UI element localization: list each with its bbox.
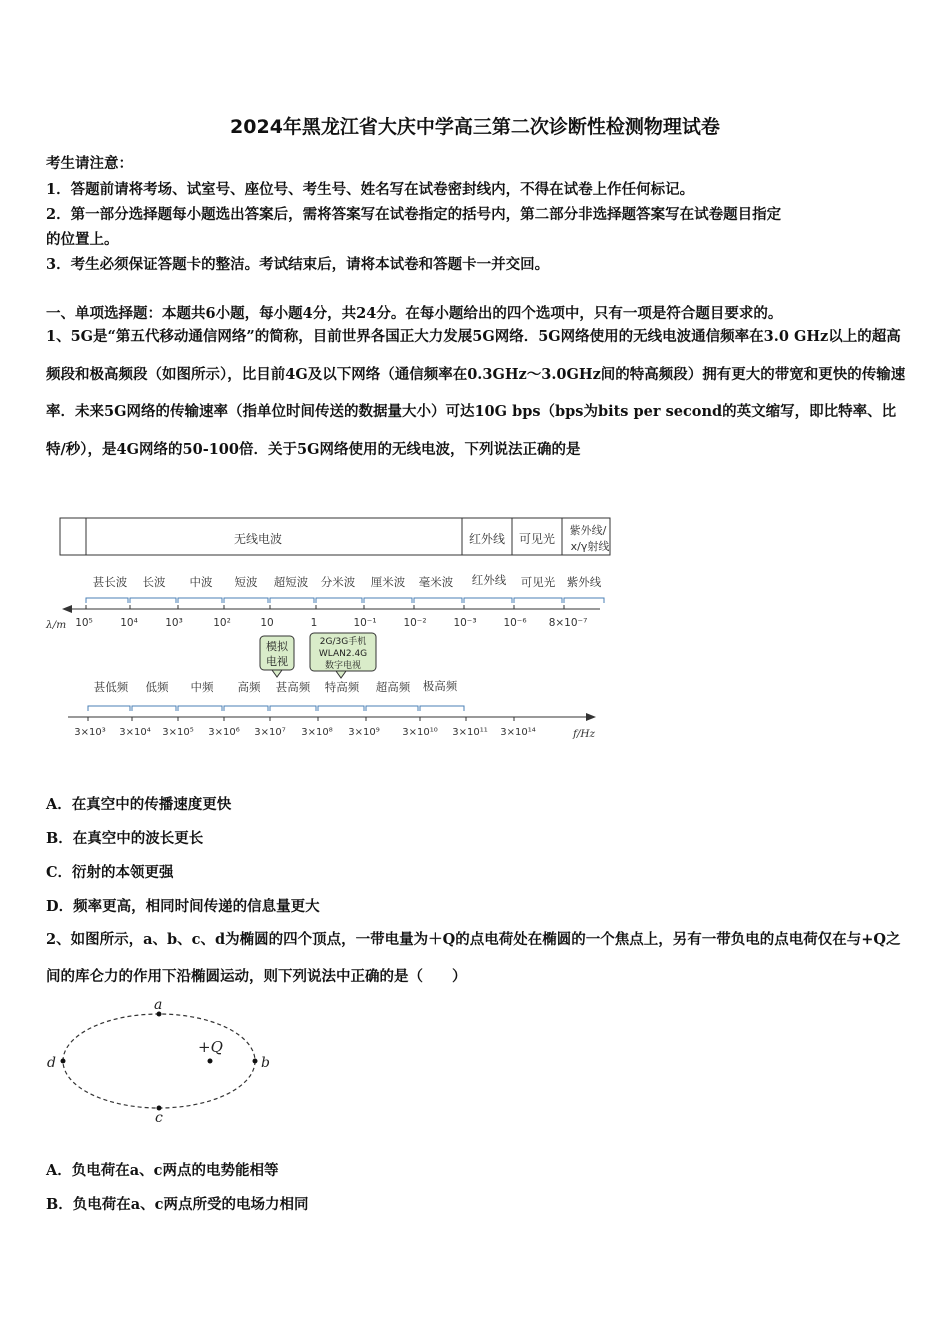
lambda-tick: 8×10⁻⁷ [548,617,588,629]
band-label: 红外线 [468,532,506,546]
freq-name: 低频 [145,680,169,694]
freq-tick: 3×10⁸ [301,727,333,738]
freq-axis-label: f/Hz [572,728,596,740]
freq-tick: 3×10¹⁰ [402,727,438,738]
notice-item: 3．考生必须保证答题卡的整洁。考试结束后，请将本试卷和答题卡一并交回。 [46,256,550,273]
freq-name: 超高频 [375,680,411,694]
notice-heading: 考生请注意： [46,155,133,172]
freq-name: 甚高频 [275,680,311,694]
lambda-tick: 1 [310,617,318,629]
wave-name: 可见光 [520,575,556,589]
band-label: 无线电波 [233,532,283,546]
callout-text: 数字电视 [324,661,362,671]
freq-tick: 3×10⁶ [208,727,240,738]
lambda-tick: 10² [213,617,231,629]
ellipse-path [63,1014,255,1108]
question-1-option-c: C．衍射的本领更强 [46,864,174,881]
band-label: x/γ射线 [570,540,610,553]
vertex-c-label: c [155,1110,163,1125]
callout-text: 2G/3G手机 [319,637,367,647]
wave-name: 红外线 [471,573,507,587]
lambda-tick: 10⁴ [120,617,138,629]
freq-tick: 3×10⁴ [119,727,151,738]
freq-name: 特高频 [324,680,360,694]
lambda-tick: 10³ [165,617,183,629]
question-1-option-d: D．频率更高，相同时间传递的信息量更大 [46,898,320,915]
notice-item: 的位置上。 [46,231,119,248]
question-1-option-a: A．在真空中的传播速度更快 [46,796,232,813]
wave-name: 甚长波 [92,575,128,589]
band-label: 可见光 [518,532,556,546]
question-2-stem: 2、如图所示，a、b、c、d为椭圆的四个顶点，一带电量为＋Q的点电荷处在椭圆的一个焦点上，另有一带负电的点电荷仅在与+Q之间的库仑力的作用下沿椭圆运动，则下列说法中正确的是（ ） [46,931,901,985]
freq-tick: 3×10¹⁴ [500,727,536,738]
wave-name: 长波 [142,575,166,589]
freq-tick: 3×10⁷ [254,727,286,738]
lambda-tick: 10⁻³ [453,617,477,629]
freq-tick: 3×10⁵ [162,727,194,738]
wave-name: 超短波 [273,575,309,589]
wave-name: 厘米波 [370,575,406,589]
lambda-tick: 10⁻⁶ [503,617,527,629]
charge-dot [208,1059,213,1064]
freq-name: 中频 [190,680,214,694]
lambda-axis-label: λ/m [46,619,67,631]
charge-label: +Q [198,1038,223,1056]
wave-name: 短波 [234,575,258,589]
question-1-stem: 1、5G是“第五代移动通信网络”的简称，目前世界各国正大力发展5G网络．5G网络使用的无线电波通信频率在3.0 GHz以上的超高频段和极高频段（如图所示），比目前4G及以下网络（通信频率在0.3GHz～3.0GHz间的特高频段）拥有更大的带宽和更快的传输速率．未来5G网络的传输速率（指单位时间传送的数据量大小）可达10G bps（bps为bits per second的英文缩写，即比特率、比特/秒），是4G网络的50-100倍．关于5G网络使用的无线电波，下列说法正确的是 [46,328,906,458]
question-2-option-a: A．负电荷在a、c两点的电势能相等 [46,1162,279,1179]
wave-name: 紫外线 [566,575,602,589]
freq-tick: 3×10¹¹ [452,727,488,738]
wave-name: 分米波 [320,575,356,589]
wave-name: 毫米波 [418,575,454,589]
freq-name: 甚低频 [93,680,129,694]
notice-item: 1．答题前请将考场、试室号、座位号、考生号、姓名写在试卷密封线内，不得在试卷上作任何标记。 [46,181,695,198]
callout-text: 电视 [266,655,288,668]
lambda-tick: 10 [260,617,274,629]
callout-text: 模拟 [266,640,288,653]
section-heading: 一、单项选择题：本题共6小题，每小题4分，共24分。在每小题给出的四个选项中，只有一项是符合题目要求的。 [46,305,783,322]
ellipse-figure [40,995,280,1125]
freq-tick: 3×10³ [74,727,106,738]
vertex-d-label: d [47,1055,56,1071]
spectrum-figure [40,512,620,748]
freq-name: 高频 [237,680,261,694]
lambda-tick: 10⁻² [403,617,427,629]
callout-text: WLAN2.4G [318,649,368,659]
question-1-option-b: B．在真空中的波长更长 [46,830,204,847]
vertex-b-dot [253,1059,258,1064]
lambda-tick: 10⁻¹ [353,617,377,629]
lambda-tick: 10⁵ [75,617,93,629]
freq-name: 极高频 [422,679,458,693]
vertex-b-label: b [261,1055,270,1071]
vertex-a-label: a [154,997,163,1013]
question-2-option-b: B．负电荷在a、c两点所受的电场力相同 [46,1196,309,1213]
band-label: 紫外线/ [569,524,607,537]
notice-item: 2．第一部分选择题每小题选出答案后，需将答案写在试卷指定的括号内，第二部分非选择题答案写在试卷题目指定 [46,206,782,223]
page-title: 2024年黑龙江省大庆中学高三第二次诊断性检测物理试卷 [230,116,720,138]
wave-name: 中波 [189,575,213,589]
vertex-d-dot [61,1059,66,1064]
freq-tick: 3×10⁹ [348,727,380,738]
